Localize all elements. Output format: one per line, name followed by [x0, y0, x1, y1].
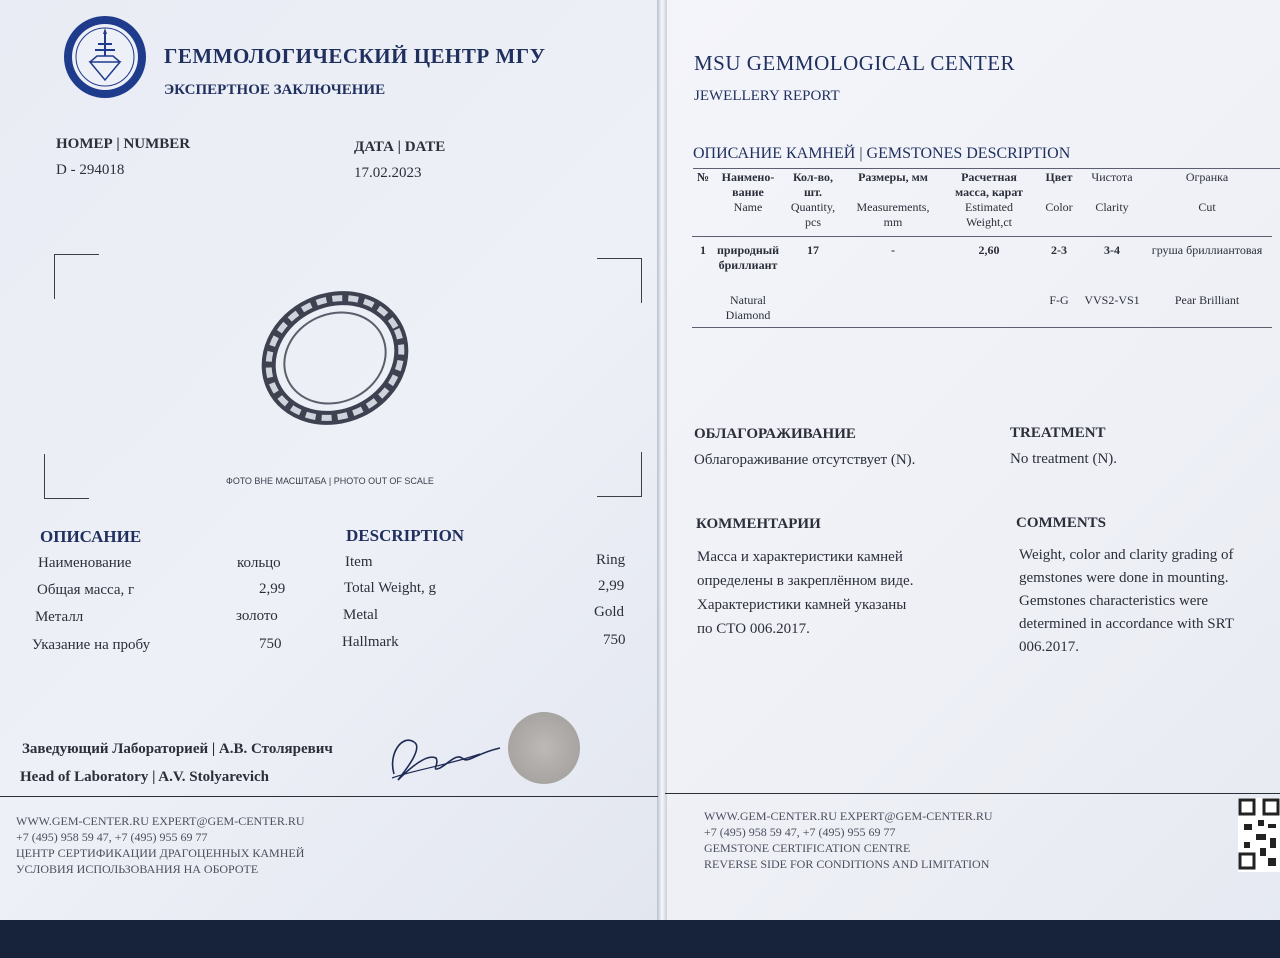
cell-name-ru: природный бриллиант — [716, 243, 780, 272]
table-header-en — [692, 200, 1272, 230]
msu-logo — [62, 14, 148, 100]
table-header-ru — [692, 170, 1272, 200]
col-qty-header-en: Quantity, pcs — [790, 200, 836, 229]
footer-phones: +7 (495) 958 59 47, +7 (495) 955 69 77 — [16, 830, 208, 844]
number-label: НОМЕР | NUMBER — [56, 136, 191, 152]
folder-edge — [0, 920, 1280, 958]
footer-divider — [0, 796, 658, 797]
signature — [384, 724, 504, 788]
cell-qty-en — [782, 273, 844, 323]
footer-left — [16, 813, 305, 877]
cell-clarity-en: VVS2-VS1 — [1084, 293, 1140, 307]
col-cut-header-ru: Огранка — [1185, 170, 1229, 184]
comments-ru-line: Масса и характеристики камней — [697, 549, 903, 565]
cell-color-en: F-G — [1049, 293, 1069, 307]
comments-ru-line: определены в закреплённом виде. — [697, 573, 914, 589]
head-title-en: Head of Laboratory — [20, 769, 149, 785]
col-clarity-header-en: Clarity — [1095, 200, 1129, 214]
head-of-lab-en — [20, 769, 269, 786]
photo-frame-corner — [597, 452, 642, 497]
comments-en-line: 006.2017. — [1019, 639, 1079, 655]
cell-weight: 2,60 — [978, 243, 1000, 257]
footer-divider-right — [665, 793, 1280, 794]
photo-frame-corner — [597, 258, 642, 303]
col-weight-header-ru: Расчетная масса, карат — [955, 170, 1023, 199]
lab-title-ru: ГЕММОЛОГИЧЕСКИЙ ЦЕНТР МГУ — [164, 44, 546, 68]
comments-en-line: determined in accordance with SRT — [1019, 616, 1234, 632]
footer-phones-right: +7 (495) 958 59 47, +7 (495) 955 69 77 — [704, 825, 896, 839]
col-name-header-ru: Наимено-вание — [721, 170, 775, 199]
comments-en-line: Gemstones characteristics were — [1019, 593, 1209, 609]
cell-weight-en — [942, 273, 1036, 323]
cell-size-en — [844, 273, 942, 323]
footer-conditions-en: REVERSE SIDE FOR CONDITIONS AND LIMITATION — [704, 857, 990, 871]
item-value-en: Ring — [596, 552, 626, 568]
photo-frame-corner — [44, 454, 89, 499]
col-color-header-en: Color — [1045, 200, 1073, 214]
col-clarity-header-ru: Чистота — [1091, 170, 1133, 184]
treatment-heading-ru: ОБЛАГОРАЖИВАНИЕ — [694, 426, 856, 442]
cell-no-en — [692, 273, 714, 323]
comments-heading-en: COMMENTS — [1016, 515, 1106, 531]
treatment-heading-en: TREATMENT — [1010, 425, 1106, 441]
footer-contacts: WWW.GEM-CENTER.RU EXPERT@GEM-CENTER.RU — [16, 814, 305, 828]
table-row-en — [692, 273, 1272, 323]
hallmark-label-ru: Указание на пробу — [32, 637, 151, 653]
comments-text-ru — [697, 545, 913, 641]
comments-ru-line: по СТО 006.2017. — [697, 621, 810, 637]
item-value-ru: кольцо — [237, 555, 281, 571]
cell-cut-en: Pear Brilliant — [1174, 293, 1240, 307]
lab-title-en: MSU GEMMOLOGICAL CENTER — [694, 51, 1016, 75]
cell-color-ru: 2-3 — [1051, 243, 1067, 257]
metal-value-ru: золото — [236, 608, 278, 624]
date-label: ДАТА | DATE — [354, 139, 446, 155]
photo-frame-corner — [54, 254, 99, 299]
cell-cut-ru: груша бриллиантовая — [1151, 243, 1263, 257]
head-of-lab-ru — [22, 741, 333, 758]
cell-size: - — [891, 243, 895, 257]
footer-contacts-right: WWW.GEM-CENTER.RU EXPERT@GEM-CENTER.RU — [704, 809, 993, 823]
col-color-header-ru: Цвет — [1045, 170, 1073, 184]
table-top-line — [693, 168, 1280, 169]
treatment-text-en: No treatment (N). — [1010, 451, 1118, 467]
comments-heading-ru: КОММЕНТАРИИ — [696, 516, 821, 532]
weight-label-ru: Общая масса, г — [37, 582, 135, 598]
col-cut-header-en: Cut — [1198, 200, 1216, 214]
certificate-right-page — [665, 0, 1280, 938]
head-name-en: | A.V. Stolyarevich — [152, 769, 270, 785]
gemstones-table — [692, 170, 1272, 328]
gemstones-heading: ОПИСАНИЕ КАМНЕЙ | GEMSTONES DESCRIPTION — [693, 145, 1071, 162]
col-no-header: № — [696, 170, 710, 184]
report-subtitle-ru: ЭКСПЕРТНОЕ ЗАКЛЮЧЕНИЕ — [164, 82, 386, 98]
col-size-header-en: Measurements, mm — [856, 200, 930, 229]
ring-photo — [250, 280, 420, 435]
col-size-header-ru: Размеры, мм — [858, 170, 928, 184]
comments-ru-line: Характеристики камней указаны — [697, 597, 907, 613]
table-row-ru — [692, 237, 1272, 274]
footer-centre-en: GEMSTONE CERTIFICATION CENTRE — [704, 841, 911, 855]
item-label-ru: Наименование — [38, 555, 132, 571]
metal-value-en: Gold — [594, 604, 624, 620]
number-value: D - 294018 — [56, 162, 125, 178]
cell-name-en: Natural Diamond — [725, 293, 771, 322]
weight-value-en: 2,99 — [598, 578, 625, 594]
footer-right — [704, 808, 993, 872]
description-heading-ru: ОПИСАНИЕ — [40, 527, 142, 546]
footer-conditions-ru: УСЛОВИЯ ИСПОЛЬЗОВАНИЯ НА ОБОРОТЕ — [16, 862, 259, 876]
treatment-text-ru: Облагораживание отсутствует (N). — [694, 452, 916, 468]
date-value: 17.02.2023 — [354, 165, 422, 181]
footer-centre-ru: ЦЕНТР СЕРТИФИКАЦИИ ДРАГОЦЕННЫХ КАМНЕЙ — [16, 846, 305, 860]
description-heading-en: DESCRIPTION — [346, 526, 465, 545]
lab-stamp — [508, 712, 580, 784]
head-name-ru: | А.В. Столяревич — [211, 741, 333, 757]
report-subtitle-en: JEWELLERY REPORT — [694, 88, 840, 104]
cell-clarity-ru: 3-4 — [1104, 243, 1120, 257]
cell-no: 1 — [700, 243, 706, 257]
col-weight-header-en: Estimated Weight,ct — [965, 200, 1013, 229]
metal-label-ru: Металл — [35, 609, 84, 625]
photo-caption: ФОТО ВНЕ МАСШТАБА | PHOTO OUT OF SCALE — [226, 476, 434, 486]
hallmark-value-en: 750 — [603, 632, 626, 648]
page-fold — [657, 0, 667, 938]
qr-code-icon — [1238, 798, 1280, 872]
comments-en-line: Weight, color and clarity grading of — [1019, 547, 1234, 563]
table-bottom-row — [692, 323, 1272, 328]
cell-qty: 17 — [807, 243, 819, 257]
col-no-header-en — [692, 200, 714, 230]
weight-label-en: Total Weight, g — [344, 580, 437, 596]
item-label-en: Item — [345, 554, 373, 570]
comments-text-en — [1019, 544, 1234, 659]
col-qty-header-ru: Кол-во, шт. — [792, 170, 834, 199]
head-title-ru: Заведующий Лабораторией — [22, 741, 209, 757]
comments-en-line: gemstones were done in mounting. — [1019, 570, 1229, 586]
weight-value-ru: 2,99 — [259, 581, 286, 597]
hallmark-value-ru: 750 — [259, 636, 282, 652]
col-name-header-en: Name — [733, 200, 763, 214]
hallmark-label-en: Hallmark — [342, 634, 399, 650]
metal-label-en: Metal — [343, 607, 378, 623]
